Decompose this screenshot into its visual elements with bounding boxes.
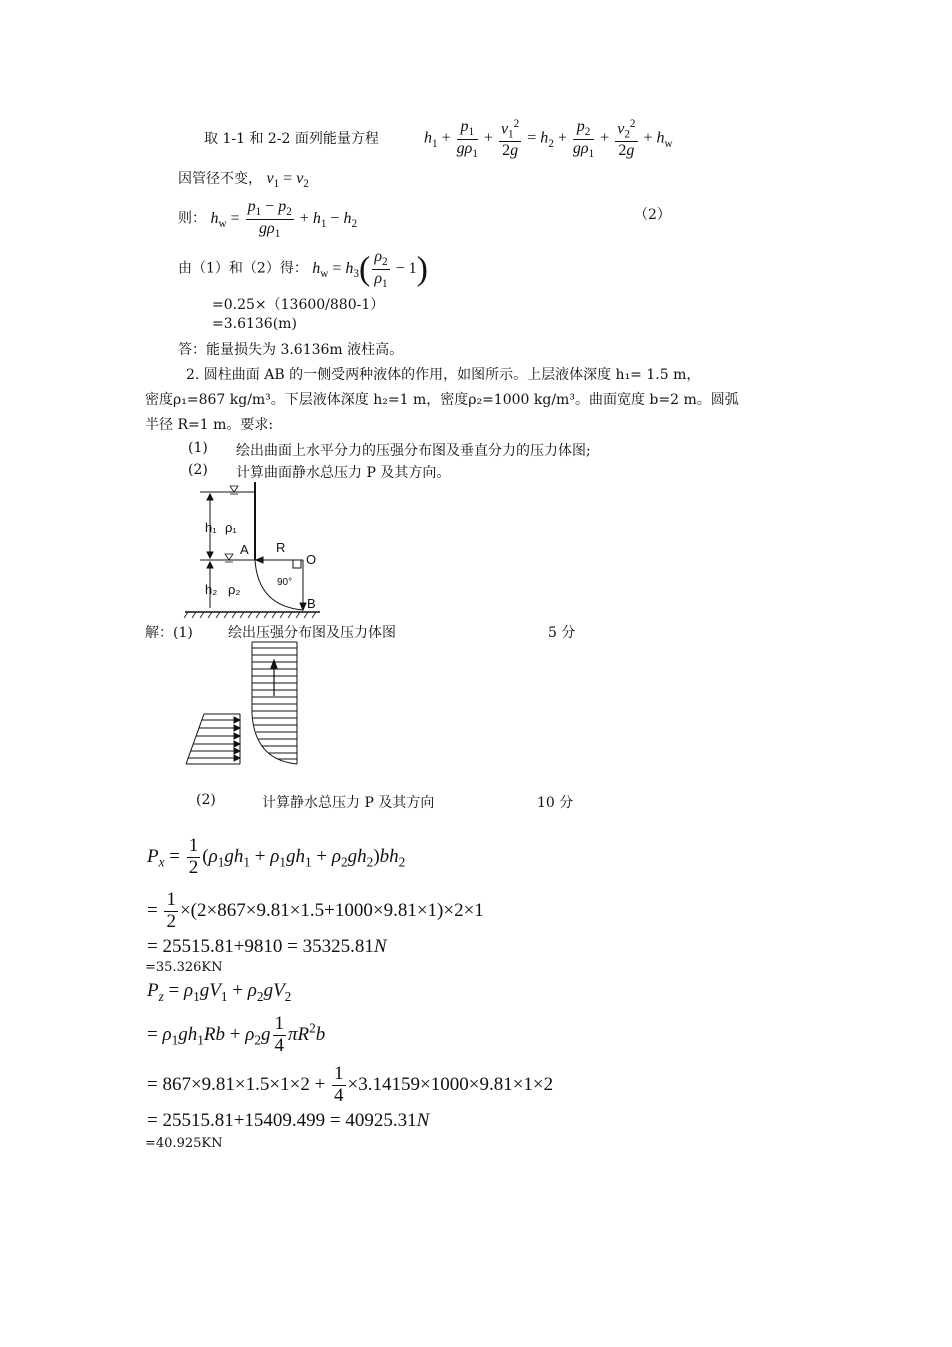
fig-label-O: O — [306, 552, 317, 567]
pz-formula-4: = 25515.81+15409.499 = 40925.31N — [147, 1110, 430, 1131]
problem2-line2: 密度ρ₁=867 kg/m³。下层液体深度 h₂=1 m，密度ρ₂=1000 kg/m³。曲面宽度 b=2 m。圆弧 — [145, 392, 739, 408]
combined-equation: 由（1）和（2）得： $h_w = h_3$( $\frac{\rho_2}{\rho_1}$ − 1) — [178, 248, 428, 290]
requirement-1: 绘出曲面上水平分力的压强分布图及垂直分力的压力体图; — [236, 443, 591, 459]
fig-label-h1: h₁ — [205, 520, 217, 535]
calc-line-2: =3.6136(m) — [212, 316, 297, 332]
solution-1-points: 5 分 — [548, 625, 576, 641]
equation-tag-2: （2） — [634, 207, 671, 223]
fig-label-rho1: ρ₁ — [225, 520, 237, 535]
fig-label-rho2: ρ₂ — [228, 582, 241, 597]
head-loss-equation: 则： $h_w$ = $\frac{p_1 - p_2}{g\rho_1}$ + $h_1 - h_2$ — [178, 198, 358, 240]
fig-label-B: B — [307, 596, 316, 611]
requirement-2: 计算曲面静水总压力 P 及其方向。 — [236, 465, 451, 481]
problem2-line3: 半径 R=1 m。要求: — [145, 417, 274, 433]
pz-formula-2: = $\rho_1gh_1Rb + \rho_2g$ $\frac{1}{4}$ $\pi R^2b$ — [147, 1013, 326, 1056]
pressure-distribution-figure — [180, 638, 310, 770]
answer-line: 答：能量损失为 3.6136m 液柱高。 — [178, 342, 404, 358]
solution-1-label: 解：(1) — [145, 625, 193, 641]
energy-equation-intro: 取 1-1 和 2-2 面列能量方程 — [204, 131, 379, 147]
pz-formula-3: = 867×9.81×1.5×1×2 + $\frac{1}{4}$ ×3.14159×1000×9.81×1×2 — [147, 1063, 554, 1106]
pz-kn: =40.925KN — [145, 1136, 223, 1151]
px-kn: =35.326KN — [145, 960, 223, 975]
cylinder-surface-figure — [180, 482, 330, 620]
fig-label-R: R — [276, 540, 286, 555]
px-formula-3: = 25515.81+9810 = 35325.81N — [147, 936, 387, 957]
energy-equation: $h_1$ + $\frac{p_1}{g\rho_1}$ + $\frac{v_1^2}{2g}$ = $h_2$ + $\frac{p_2}{g\rho_1}$ + $\frac{v_2^2}{2g}$ + $h_w$ — [424, 118, 673, 160]
requirement-1-num: (1) — [188, 440, 208, 456]
pz-formula-1: $P_z = \rho_1gV_1 + \rho_2gV_2$ — [147, 980, 292, 1004]
fig-label-90: 90° — [277, 577, 293, 588]
solution-2-text: 计算静水总压力 P 及其方向 — [262, 795, 435, 811]
px-formula-2: = $\frac{1}{2}$ ×(2×867×9.81×1.5+1000×9.81×1)×2×1 — [147, 889, 484, 932]
fig-label-A: A — [240, 542, 249, 557]
fig-label-h2: h₂ — [205, 582, 218, 597]
solution-2-points: 10 分 — [537, 795, 574, 811]
calc-line-1: =0.25×（13600/880-1） — [212, 297, 385, 313]
constant-diameter-line: 因管径不变， $v_1 = v_2$ — [178, 170, 309, 191]
px-formula-1: $P_x$ = $\frac{1}{2}$ $(\rho_1gh_1 + \rho_1gh_1 + \rho_2gh_2)bh_2$ — [147, 835, 406, 878]
solution-2-num: (2) — [196, 792, 216, 808]
problem2-line1: 2. 圆柱曲面 AB 的一侧受两种液体的作用，如图所示。上层液体深度 h₁= 1.5 m， — [186, 367, 701, 383]
solution-1-text: 绘出压强分布图及压力体图 — [228, 625, 396, 641]
requirement-2-num: (2) — [188, 462, 208, 478]
